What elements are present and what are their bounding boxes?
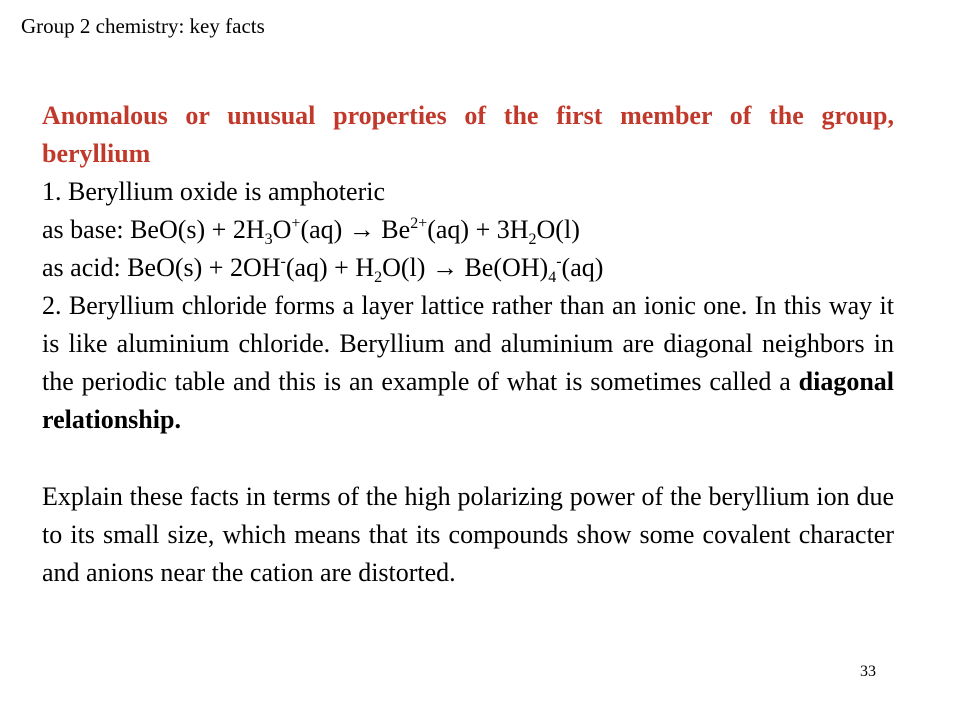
base-eq-part-2: O — [272, 215, 292, 244]
base-eq-part-3: (aq) → Be — [300, 215, 411, 244]
paragraph-gap — [42, 439, 894, 478]
acid-equation — [42, 249, 894, 287]
acid-label: as acid: — [42, 253, 121, 282]
slide-title: Group 2 chemistry: key facts — [21, 14, 265, 38]
acid-eq-sup-1: - — [280, 253, 286, 270]
acid-eq-part-4: (aq) — [561, 253, 604, 282]
base-eq-part-5: O(l) — [536, 215, 580, 244]
base-eq-sub-2: 2 — [528, 231, 537, 248]
base-eq-sup-1: + — [291, 215, 301, 232]
acid-eq-part-3: O(l) → Be(OH) — [382, 253, 549, 282]
base-eq-part-1: BeO(s) + 2H — [130, 215, 265, 244]
page-number: 33 — [860, 663, 876, 680]
base-eq-sup-2: 2+ — [410, 215, 428, 232]
slide-body — [42, 97, 894, 592]
diagonal-relationship-term: diagonal relationship. — [42, 367, 895, 434]
base-label: as base: — [42, 215, 124, 244]
acid-eq-sup-2: - — [556, 253, 562, 270]
point-2-text: 2. Beryllium chloride forms a layer lattice rather than an ionic one. In this way it is like aluminium chloride. Beryllium and aluminium are diagonal neighbors in the periodic table and this is an example of what is sometimes called a — [42, 291, 894, 396]
acid-eq-part-1: BeO(s) + 2OH — [127, 253, 281, 282]
point-1-title: 1. Beryllium oxide is amphoteric — [42, 177, 385, 206]
section-heading: Anomalous or unusual properties of the first member of the group, beryllium — [42, 101, 894, 168]
acid-eq-sub-2: 4 — [548, 269, 557, 286]
base-eq-part-4: (aq) + 3H — [427, 215, 529, 244]
base-equation — [42, 211, 894, 249]
point-2-paragraph — [42, 287, 894, 439]
acid-eq-part-2: (aq) + H — [285, 253, 375, 282]
explain-paragraph: Explain these facts in terms of the high polarizing power of the beryllium ion due to its small size, which means that its compounds show some covalent character and anions near the cation are distorted. — [42, 482, 894, 587]
base-eq-sub-1: 3 — [264, 231, 273, 248]
acid-eq-sub-1: 2 — [374, 269, 383, 286]
